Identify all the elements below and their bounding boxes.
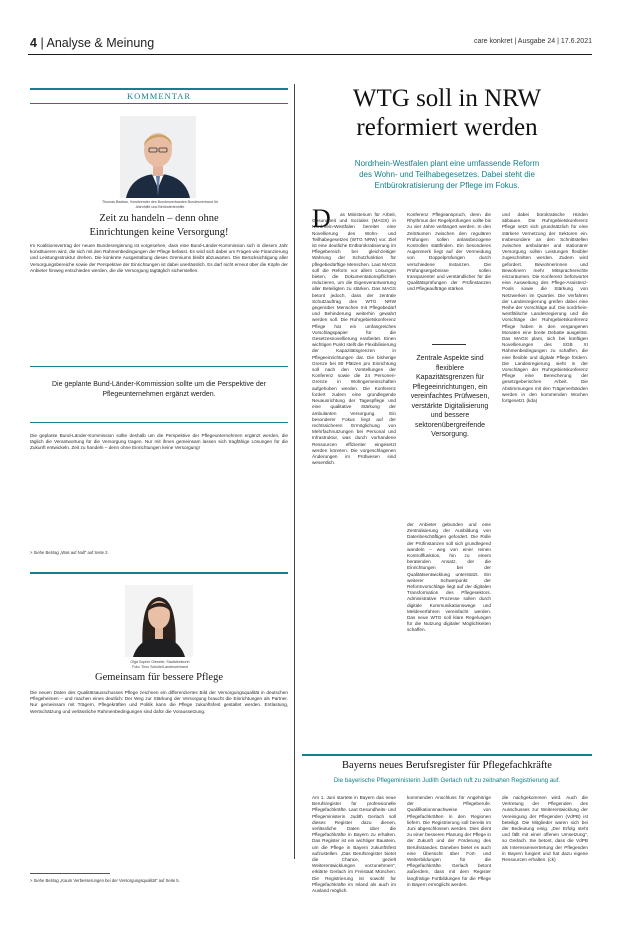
kommentar-rule-top <box>30 88 288 90</box>
kommentar-headline-2: Gemeinsam für bessere Pflege <box>95 672 223 683</box>
page-number: 4 <box>30 36 37 50</box>
author-caption-2-line2: Foto: Timo Schulte/Landesverband <box>132 664 188 669</box>
kommentar-label: KOMMENTAR <box>126 91 192 101</box>
kommentar-footnote-2: > Siehe Beitrag „Kaum Verbesserungen bei der Versorgungsqualität“ auf Seite 5. <box>30 878 180 883</box>
section-divider: | <box>40 36 44 50</box>
header-rule <box>28 54 592 55</box>
author-photo-2 <box>125 585 193 657</box>
kommentar-2-rule <box>30 572 288 574</box>
pullquote-1-rule-bottom <box>30 422 288 423</box>
bottom-article-column-1: Am 1. Juni startete in Bayern das neue Berufsregister für professionelle Pflegefachkräfte. Laut Gesundheits- und Pflegeministerin Judith Gerlach soll dieses Register dazu dienen, verlässliche Daten über die Pflegefachkräfte in Bayern zu erhalten. Das Register ist ein wichtiger Baustein, um die Pflege in Bayern zukunftsfest aufzustellen. „Das Berufsregister bietet die Chance, gezielt Weiterentwicklungen vorzunehmen“, erklärte Gerlach im Freistaat München. Die Registrierung ist sowohl für Pflegefachkräfte im Inland als auch im Ausland möglich. <box>312 795 396 894</box>
author-photo-1 <box>120 116 196 198</box>
article-standfirst-line2: des Wohn- und Teilhabegesetzes. Dabei steht die <box>359 170 535 179</box>
article-headline <box>302 84 592 142</box>
footnote-2-rule <box>30 873 110 874</box>
article-headline-line2: reformiert werden <box>356 114 538 141</box>
column-divider <box>294 84 295 859</box>
article-column-2a: Konferenz Pflegeanspruch, denn die Rhythmus der Regelprüfungen sollte bis zu vier Jahre verlängert werden. In den Zeiträumen zwischen den regulären Prüfungen sollen anlassbezogene Kontrollen stattfinden. Ein besonderes Augenmerk liegt auf der Vermeidung von Doppelprüfungen durch verschiedene Instanzen. Die Prüfungsergebnisse sollen transparenter und verständlicher für die Qualitätsprüfungen der Prüfinstanzen und Pflegeaufträge stärken. <box>407 212 491 292</box>
article-column-3: und dabei bürokratische Hürden abbauen. Die Ruhrgebietskonferenz Pflege setzt sich grundsätzlich für eine stärkere Vernetzung der Sektoren ein. Insbesondere an den Schnittstellen zwischen ambulanter und stationärer Versorgung sollen Leistungen flexibler zugeschnitten werden. Zudem wird gefordert, Bewohnerinnen und Bewohnern mehr Mitspracherechte einzuräumen. Die Konferenz befürwortet eine Ausweitung des Pflege-Assistenz-Pools sowie die Stärkung von Netzwerken im Quartier. Die Verfahren der Landesregierung greifen dabei eine Reihe der Vorschläge auf. Die nordrhein-westfälische Landesregierung und die Vorschläge der Ruhrgebietskonferenz Pflege haben in den vergangenen Monaten eine breite Debatte ausgelöst. Das MAGS plant, sich bei künftigen Novellierungen des SGB XI Rahmenbedingungen zu schaffen, die eine flexible und digitale Pflege fördern. Die Landesregierung sieht in der Vorschlägen der Ruhrgebietskonferenz Pflege eine Bereicherung der gesetzgeberischen Arbeit. Die Abstimmungen mit den Trägerverbänden werden in den kommenden Wochen fortgesetzt. (kda) <box>502 212 588 404</box>
kommentar-headline-1 <box>30 212 288 240</box>
publication-info: care konkret | Ausgabe 24 | 17.6.2021 <box>473 38 592 45</box>
bottom-article-column-3: die nachgekommen wird. Auch die Vertretung der Pflegenden des Ausschusses zur Weiterentwicklung der Vereinigung der Pflegenden (VdPB) ist beteiligt. Die Mitglieder waren sich bei der Bedeutung einig. „Der Erfolg steht und fällt mit einer offenen Umsetzung“, so Gerlach. Sie betont, dass die VdPB als Interessenvertretung der Pflegenden in Bayern fungiert und hat dazu eigene Ressourcen erhalten. (ck) <box>502 795 588 863</box>
author-caption-1-line2: Altenhilfe und Behindertenhilfe <box>135 204 185 209</box>
article-column-2b: der Anbieter gebunden und eine Zentralisierung der Ausbildung von Datenbeschäftigen gefordert. Die Rolle der Prüfinstanzen soll sich grundlegend wandeln – weg von einer reinen Kontrollfunktion, hin zu einem beratenden Ansatz, der die Einrichtungen bei der Qualitätsentwicklung unterstützt. Ein weiterer Schwerpunkt der Reformvorschläge liegt auf der digitalen Transformation des Pflegesektors. Administrative Prozesse sollen durch digitale Kommunikationswege und Meldeverfahren vereinfacht werden. Das neue WTG soll klare Regelungen für die Nutzung digitaler Möglichkeiten schaffen. <box>407 522 491 633</box>
article-standfirst-line1: Nordrhein-Westfalen plant eine umfassende Reform <box>354 159 540 168</box>
author-caption-2-line1: Olga Sophie Gieseler, Stadtdirektorin <box>130 660 190 664</box>
article-standfirst <box>302 158 592 191</box>
author-caption-1 <box>60 200 260 209</box>
kommentar-body-2: Die geplante Bund-Länder-Kommission sollte deshalb um die Perspektive der Pflegeunternehmen ergänzt werden, die täglich die Verantwortung für die Versorgung tragen. Nur mit ihnen gemeinsam lassen sich tragfähige Lösungen für die Zukunft entwickeln. Zeit zu handeln – denn ohne Einrichtungen keine Versorgung! <box>30 433 288 451</box>
section-title: Analyse & Meinung <box>46 36 155 50</box>
section-header <box>30 36 154 50</box>
author-caption-2 <box>60 660 260 669</box>
pullquote-rule <box>432 344 466 345</box>
pullquote-1-rule-top <box>30 366 288 367</box>
bottom-article-standfirst: Die bayerische Pflegeministerin Judith Gerlach ruft zu zeitnahen Registrierung auf. <box>333 777 561 784</box>
bottom-article-headline: Bayerns neues Berufsregister für Pflegefachkräfte <box>342 760 552 771</box>
article-dropcap: D <box>312 204 331 233</box>
kommentar-headline-1-line2: Einrichtungen keine Versorgung! <box>89 227 229 238</box>
article-headline-line1: WTG soll in NRW <box>352 85 542 112</box>
kommentar-footnote-1: > Siehe Beitrag „Was auf Null“ auf Seite 2. <box>30 550 109 555</box>
kommentar-pullquote-1: Die geplante Bund-Länder-Kommission sollte um die Perspektive der Pflegeunternehmen ergänzt werden. <box>52 381 266 398</box>
kommentar-headline-1-line1: Zeit zu handeln – denn ohne <box>99 213 219 224</box>
bottom-article-column-2: kommenden Anschluss für Angehörige der Pflegeberufe. Qualifikationsnachweise von Pflegefachkräften in den Regionen liefern. Die Registrierung soll bereits im Juni abgeschlossen werden. Dies dient zu einer besseren Planung der Pflege in der Zukunft und der Förderung des Berufsstandes. Daneben bietet es auch eine Übersicht über Fort- und Weiterbildungen für die Pflegefachkräfte. Gerlach betont außerdem, dass mit dem Register langfristige Fortbildungen für die Pflege in Bayern ermöglicht werden. <box>407 795 491 887</box>
author-caption-1-line1: Thomas Bastian, Vorsitzender des Bundesverbandes Bundesverband für <box>101 200 219 204</box>
bottom-article-rule <box>302 754 592 756</box>
article-standfirst-line3: Entbürokratisierung der Pflege im Fokus. <box>374 181 520 190</box>
article-column-1: as Ministerium für Arbeit, Gesundheit und Soziales (MAGS) in Nordrhein-Westfalen bereitet eine Novellierung des Wohn- und Teilhabegesetzes (WTG NRW) vor. Ziel ist eine deutliche Entbürokratisierung im Pflegebereich bei gleichzeitiger Wahrung der Schutzfunktion für pflegebedürftige Menschen. Laut MAGS soll die Reform vor allem Lösungen bieten, die Dokumentationspflichten reduzieren, um die Eigenverantwortung aller Beteiligten zu stärken. Das MAGS betont jedoch, dass der zentrale Schutzauftrag des WTG NRW gegenüber Menschen mit Pflegebedarf und Behinderung weiterhin gewahrt werden soll. Die Ruhrgebietskonferenz Pflege hat ein umfangreiches Vorschlagspapier für die Gesetzesnovellierung erarbeitet. Einen wichtigen Punkt stellt die Flexibilisierung der Kapazitätsgrenzen in Pflegeeinrichtungen dar. Die bisherige Grenze bei 80 Plätzen pro Einrichtung soll nach den Vorstellungen der Konferenz sowie die 24 Personen-Grenze in Wohngemeinschaften aufgehoben werden. Die Konferenz fordert zudem eine grundlegende Neuausrichtung der Tagespflege und eine qualitative Stärkung der ambulanten Versorgung. Ein besonderer Fokus liegt auf der rechtssicheren Ermöglichung von Mehrfachnutzungen bei Personal und Infrastruktur, was durch vorhandene Ressourcen effizienter eingesetzt werden könnten. Die vorgeschlagenen Änderungen im Prüfwesen sind wesentlich. <box>312 212 396 466</box>
kommentar-rule-bottom <box>30 103 288 104</box>
kommentar-body-3: Die neuen Daten des Qualitätsausschusses Pflege zeichnen ein differenziertes Bild der Versorgungsqualität in deutschen Pflegeheimen – und machen eines deutlich: Der Weg zur Stärkung der Versorgung braucht die Einrichtungen als Partner. Nur gemeinsam mit Trägern, Pflegekräften und Politik kann die Pflege zukunftsfest gestaltet werden. Entlastung, Wertschätzung und verlässliche Rahmenbedingungen sind dafür die Voraussetzung. <box>30 690 288 714</box>
kommentar-body-1: Im Koalitionsvertrag der neuen Bundesregierung ist vorgesehen, dass eine Bund-Länder-Kommission sich in diesem Jahr konstituieren wird, die sich mit den Rahmenbedingungen der Pflege befasst. Es wird sich dabei um Fragen wie Finanzierung und Leistungsstruktur drehen. Die konkrete Ausgestaltung dieses Gremiums bleibt abzuwarten. Die Berücksichtigung aller Versorgungsbereiche sowie der Perspektive der Einrichtungen ist dabei unerlässlich. Es darf nicht erneut über die Köpfe der Anbieter hinweg entschieden werden, die die Versorgung tagtäglich sicherstellen. <box>30 243 288 273</box>
article-pullquote: Zentrale Aspekte sind flexiblere Kapazitätsgrenzen für Pflegeeinrichtungen, ein vereinfachtes Prüfwesen, verstärkte Digitalisierung und bessere sektorenübergreifende Versorgung. <box>410 355 490 438</box>
